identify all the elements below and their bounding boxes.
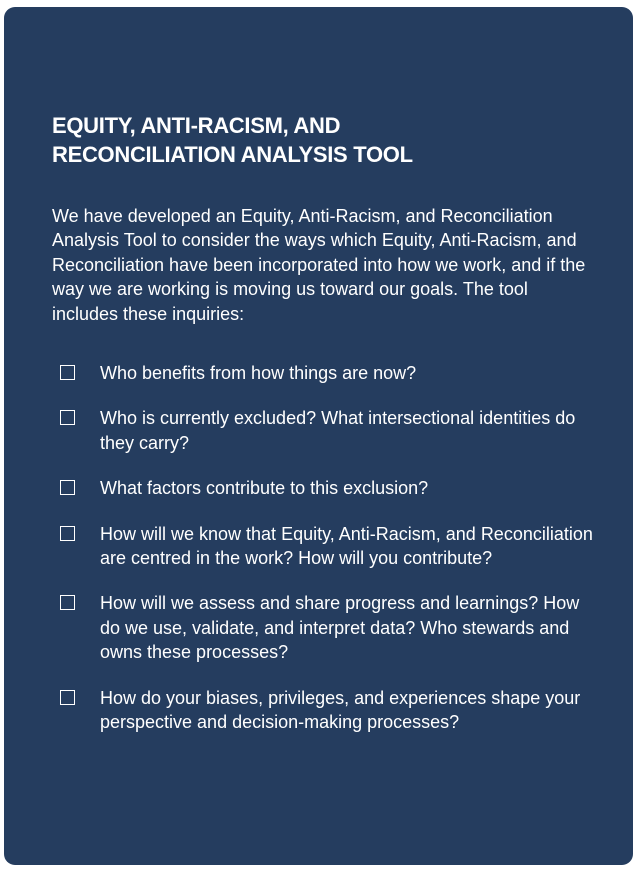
checklist-item bbox=[52, 686, 603, 735]
checklist-item bbox=[52, 406, 603, 455]
checklist-item-text: Who is currently excluded? What intersectional identities do they carry? bbox=[100, 408, 576, 453]
checklist-item bbox=[52, 591, 603, 664]
checkbox-icon[interactable] bbox=[60, 410, 75, 425]
checklist-item-text: How do your biases, privileges, and experiences shape your perspective and decision-making processes? bbox=[100, 687, 581, 733]
checklist-item-text: What factors contribute to this exclusion? bbox=[100, 478, 429, 499]
checklist-item bbox=[52, 361, 603, 385]
card-title: EQUITY, ANTI-RACISM, AND RECONCILIATION ANALYSIS TOOL bbox=[52, 113, 413, 167]
checkbox-icon[interactable] bbox=[60, 595, 75, 610]
checklist-item-text: Who benefits from how things are now? bbox=[100, 363, 417, 384]
checklist-item bbox=[52, 476, 603, 500]
info-card bbox=[4, 7, 633, 865]
checkbox-icon[interactable] bbox=[60, 365, 75, 380]
intro-paragraph: We have developed an Equity, Anti-Racism, and Reconciliation Analysis Tool to consider the ways which Equity, Anti-Racism, and Reconciliation have been incorporated into how we work, and if the way we are working is moving us toward our goals. The tool includes these inquiries: bbox=[52, 206, 586, 324]
checklist-item-text: How will we assess and share progress and learnings? How do we use, validate, and interpret data? Who stewards and owns these processes? bbox=[100, 593, 580, 663]
inquiry-checklist bbox=[52, 361, 603, 734]
checklist-item-text: How will we know that Equity, Anti-Racism, and Reconciliation are centred in the work? How will you contribute? bbox=[100, 523, 593, 569]
checkbox-icon[interactable] bbox=[60, 480, 75, 495]
checklist-item bbox=[52, 522, 603, 571]
checkbox-icon[interactable] bbox=[60, 690, 75, 705]
checkbox-icon[interactable] bbox=[60, 526, 75, 541]
